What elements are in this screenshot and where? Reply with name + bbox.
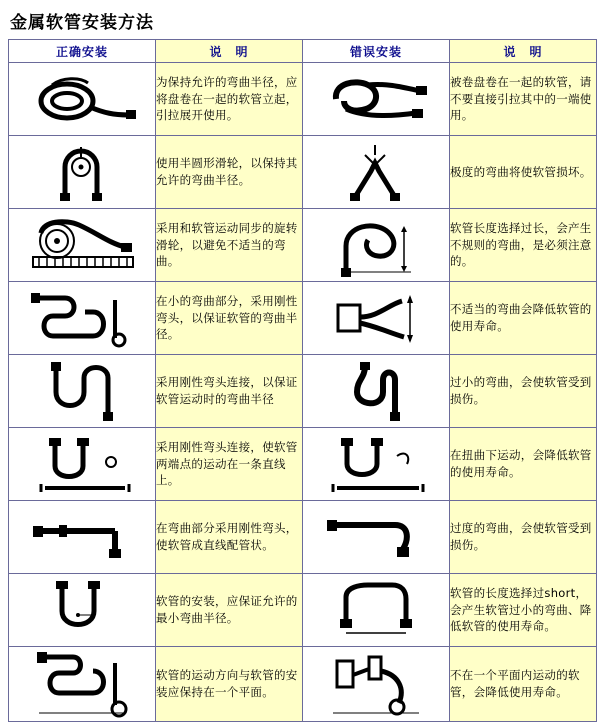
row-wrong-description: 不在一个平面内运动的软管，会降低使用寿命。 — [450, 647, 597, 722]
tight-s-bend-icon — [303, 355, 450, 428]
straight-pipe-elbow-icon — [9, 501, 156, 574]
header-wrong-install: 错误安装 — [303, 40, 450, 63]
sharp-bend-sheave-icon — [303, 136, 450, 209]
overlong-hose-loop-icon — [303, 209, 450, 282]
table-row — [9, 63, 597, 136]
row-wrong-description: 软管长度选择过长，会产生不规则的弯曲，是必须注意的。 — [450, 209, 597, 282]
row-wrong-description: 过小的弯曲，会使软管受到损伤。 — [450, 355, 597, 428]
installation-methods-table — [8, 39, 597, 722]
rigid-elbow-u-bend-icon — [9, 355, 156, 428]
table-row — [9, 574, 597, 647]
table-row — [9, 355, 597, 428]
row-wrong-description: 软管的长度选择过short，会产生软管过小的弯曲、降低软管的使用寿命。 — [450, 574, 597, 647]
overlong-square-loop-icon — [303, 574, 450, 647]
row-correct-description: 采用和软管运动同步的旋转滑轮，以避免不适当的弯曲。 — [156, 209, 303, 282]
excessive-bend-pipe-icon — [303, 501, 450, 574]
table-row — [9, 647, 597, 722]
coiled-hose-pulled-icon — [303, 63, 450, 136]
header-correct-install: 正确安装 — [9, 40, 156, 63]
row-wrong-description: 极度的弯曲将使软管损坏。 — [450, 136, 597, 209]
rotating-sheave-chain-icon — [9, 209, 156, 282]
header-wrong-desc: 说 明 — [450, 40, 597, 63]
row-correct-description: 采用刚性弯头连接，以保证软管运动时的弯曲半径 — [156, 355, 303, 428]
row-correct-description: 软管的运动方向与软管的安装应保持在一个平面。 — [156, 647, 303, 722]
rigid-elbow-small-bend-icon — [9, 282, 156, 355]
table-row — [9, 428, 597, 501]
row-correct-description: 为保持允许的弯曲半径，应将盘卷在一起的软管立起，引拉展开使用。 — [156, 63, 303, 136]
table-row — [9, 501, 597, 574]
page-title: 金属软管安装方法 — [10, 13, 154, 33]
table-row — [9, 282, 597, 355]
table-header-row — [9, 40, 597, 63]
table-row — [9, 209, 597, 282]
row-wrong-description: 过度的弯曲，会使软管受到损伤。 — [450, 501, 597, 574]
row-correct-description: 在小的弯曲部分，采用刚性弯头，以保证软管的弯曲半径。 — [156, 282, 303, 355]
table-row — [9, 136, 597, 209]
straight-line-u-hose-icon — [9, 428, 156, 501]
header-correct-desc: 说 明 — [156, 40, 303, 63]
row-correct-description: 软管的安装，应保证允许的最小弯曲半径。 — [156, 574, 303, 647]
out-of-plane-motion-icon — [303, 647, 450, 722]
semicircular-sheave-icon — [9, 136, 156, 209]
row-correct-description: 采用刚性弯头连接，使软管两端点的运动在一条直线上。 — [156, 428, 303, 501]
row-correct-description: 在弯曲部分采用刚性弯头，使软管成直线配管状。 — [156, 501, 303, 574]
coiled-hose-flat-icon — [9, 63, 156, 136]
min-bend-radius-u-icon — [9, 574, 156, 647]
row-wrong-description: 在扭曲下运动，会降低软管的使用寿命。 — [450, 428, 597, 501]
row-wrong-description: 不适当的弯曲会降低软管的使用寿命。 — [450, 282, 597, 355]
improper-bend-icon — [303, 282, 450, 355]
row-wrong-description: 被卷盘卷在一起的软管，请不要直接引拉其中的一端使用。 — [450, 63, 597, 136]
torsion-u-hose-icon — [303, 428, 450, 501]
same-plane-motion-icon — [9, 647, 156, 722]
row-correct-description: 使用半圆形滑轮，以保持其允许的弯曲半径。 — [156, 136, 303, 209]
